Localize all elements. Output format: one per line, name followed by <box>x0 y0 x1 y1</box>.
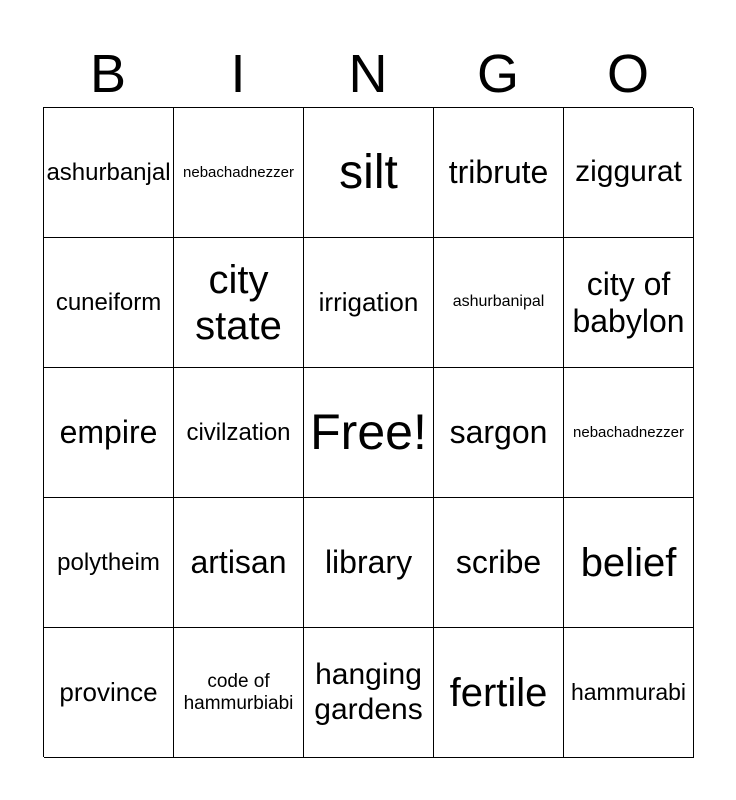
header-letter-b: B <box>89 44 127 104</box>
bingo-board <box>43 107 693 757</box>
header-letter-i: I <box>230 44 246 104</box>
bingo-cell[interactable]: belief <box>564 498 694 628</box>
bingo-cell[interactable]: ashurbanipal <box>434 238 564 368</box>
bingo-cell[interactable]: province <box>44 628 174 758</box>
bingo-cell[interactable]: polytheim <box>44 498 174 628</box>
bingo-header <box>43 40 693 108</box>
header-letter-o: O <box>606 44 649 104</box>
bingo-cell[interactable]: silt <box>304 108 434 238</box>
header-letter-g: G <box>476 44 519 104</box>
bingo-cell[interactable]: civilzation <box>174 368 304 498</box>
bingo-cell-free[interactable]: Free! <box>304 368 434 498</box>
bingo-cell[interactable]: hammurabi <box>564 628 694 758</box>
bingo-cell[interactable]: library <box>304 498 434 628</box>
bingo-cell[interactable]: empire <box>44 368 174 498</box>
bingo-cell[interactable]: ashurbanjal <box>44 108 174 238</box>
bingo-cell[interactable]: nebachadnezzer <box>564 368 694 498</box>
bingo-cell[interactable]: cuneiform <box>44 238 174 368</box>
bingo-cell[interactable]: scribe <box>434 498 564 628</box>
bingo-cell[interactable]: ziggurat <box>564 108 694 238</box>
bingo-cell[interactable]: artisan <box>174 498 304 628</box>
bingo-cell[interactable]: hanging gardens <box>304 628 434 758</box>
bingo-cell[interactable]: fertile <box>434 628 564 758</box>
bingo-cell[interactable]: city of babylon <box>564 238 694 368</box>
bingo-cell[interactable]: sargon <box>434 368 564 498</box>
bingo-cell[interactable]: code of hammurbiabi <box>174 628 304 758</box>
bingo-cell[interactable]: irrigation <box>304 238 434 368</box>
bingo-cell[interactable]: tribrute <box>434 108 564 238</box>
header-letter-n: N <box>348 44 388 104</box>
bingo-cell[interactable]: city state <box>174 238 304 368</box>
bingo-cell[interactable]: nebachadnezzer <box>174 108 304 238</box>
